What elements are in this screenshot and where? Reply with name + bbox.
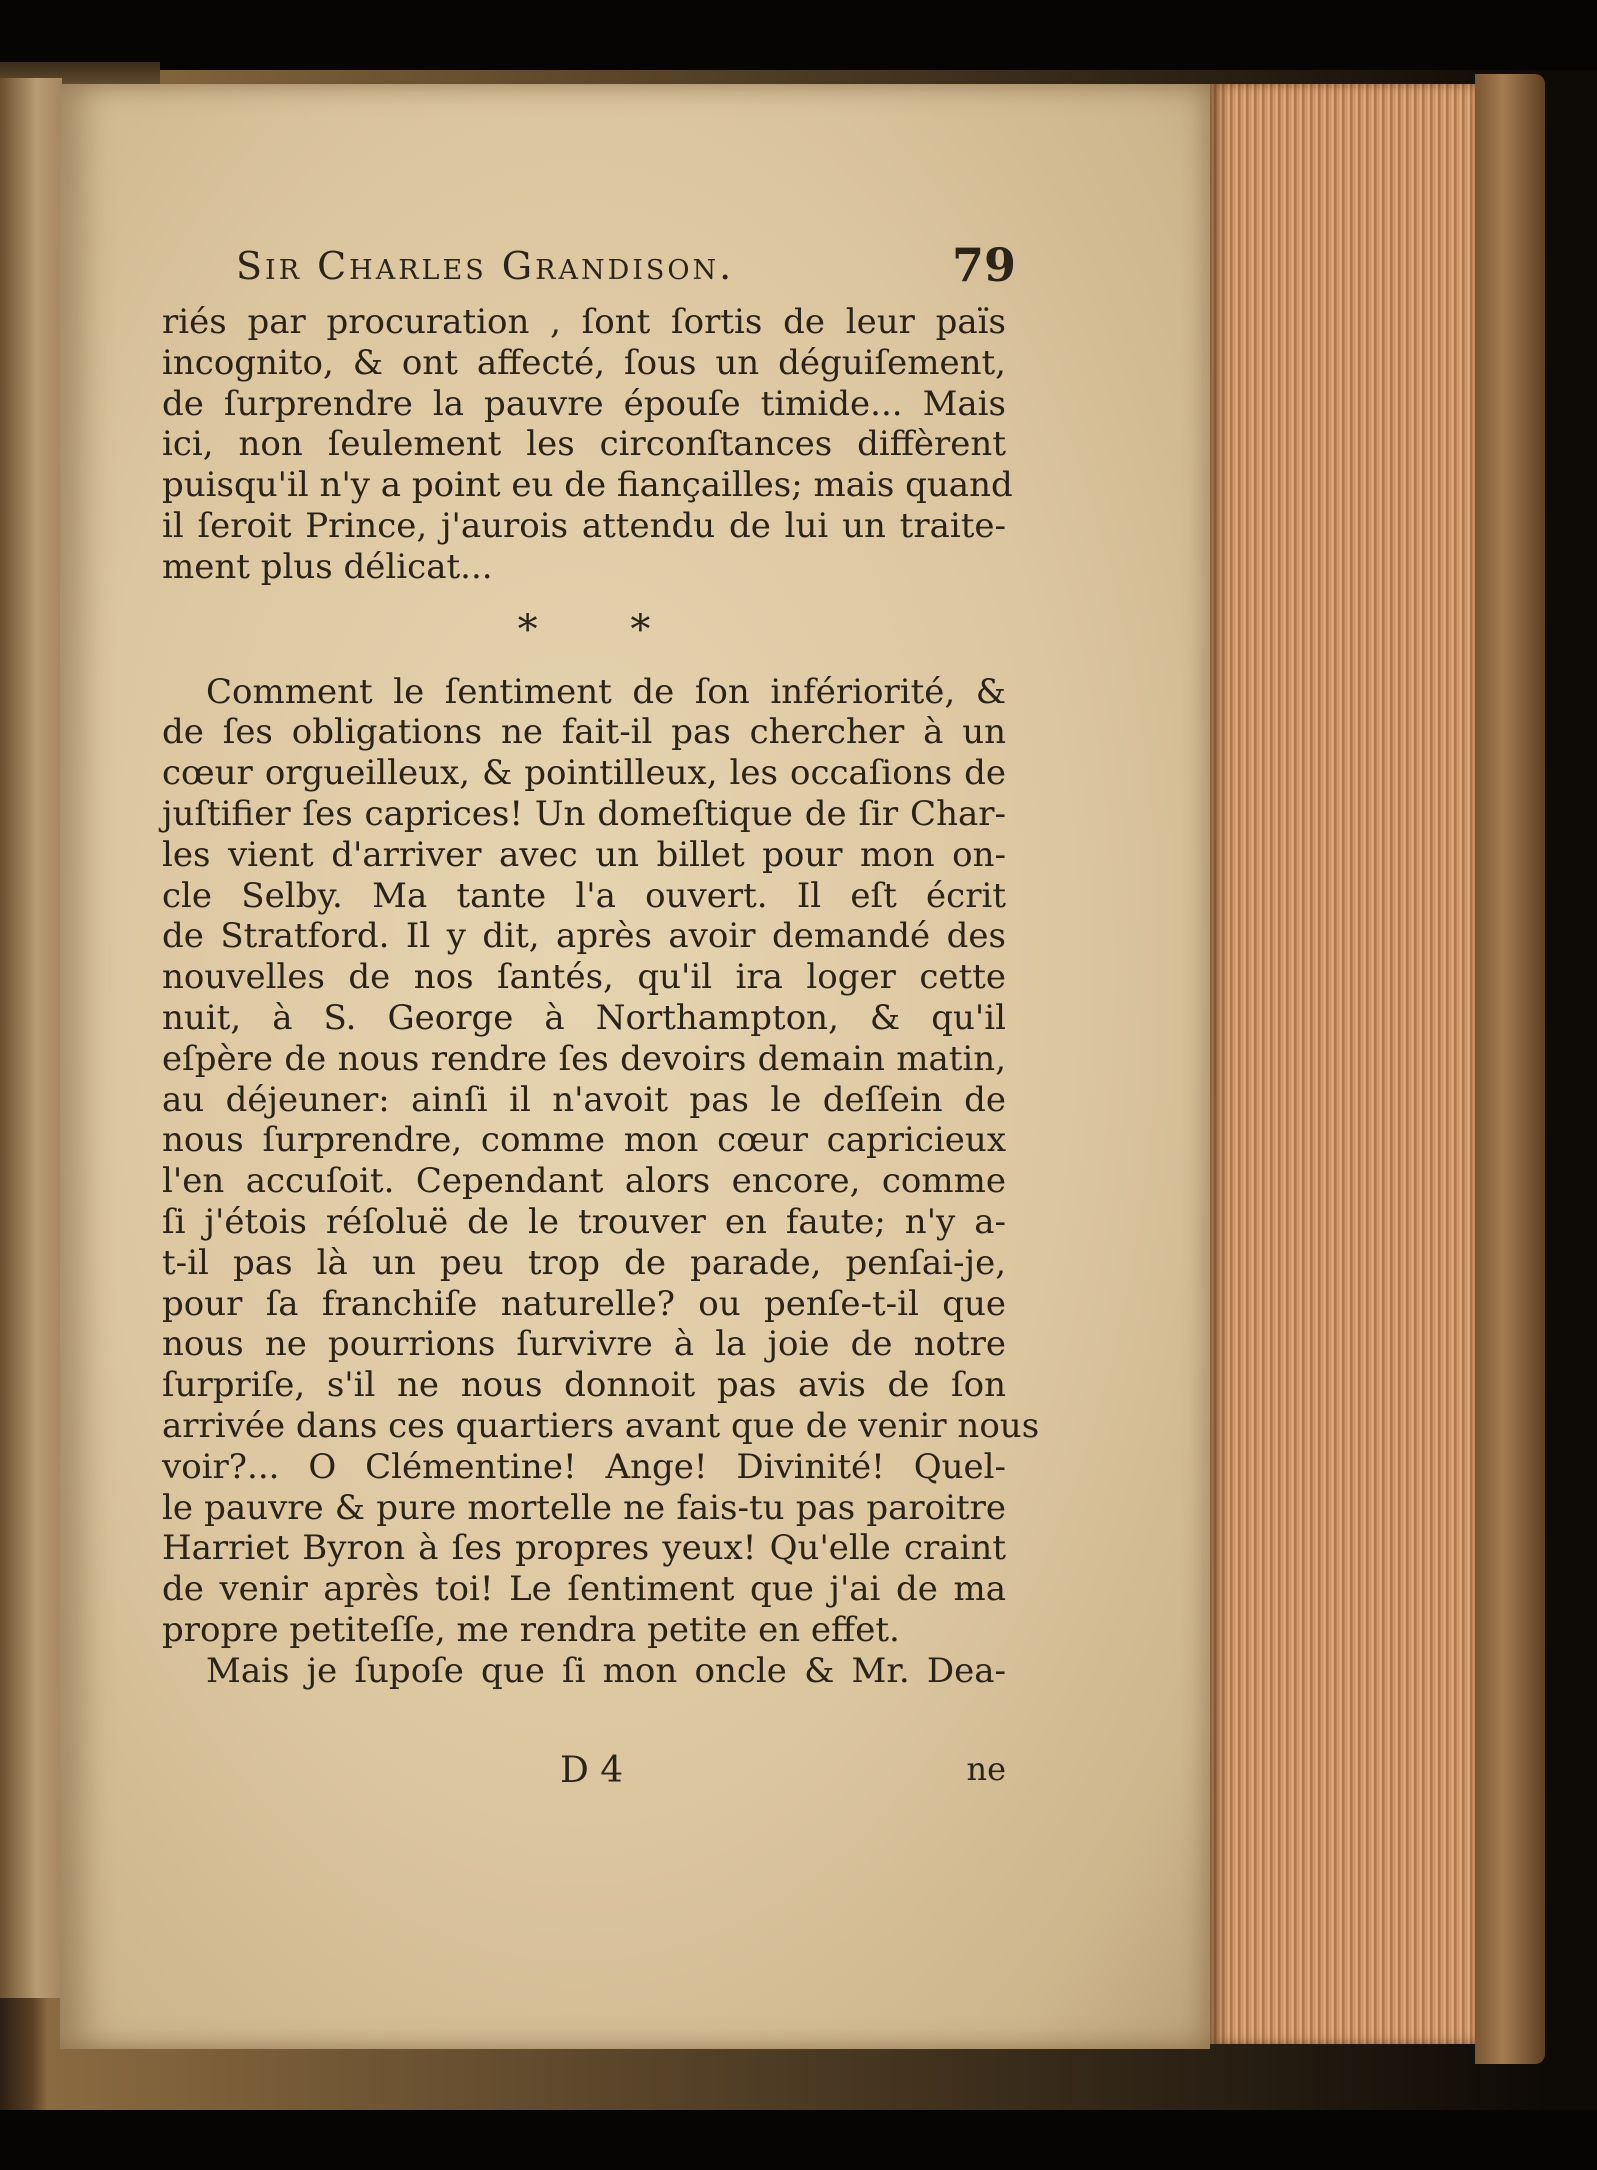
back-cover [1475, 74, 1545, 2064]
text-line: ici, non ſeulement les circonſtances diffèrent [162, 424, 1006, 465]
text-line: Comment le ſentiment de ſon infériorité, & [206, 671, 1006, 712]
text-line: au déjeuner: ainſi il n'avoit pas le deſſein de [162, 1079, 1006, 1120]
text-line: Harriet Byron à ſes propres yeux! Qu'elle craint [162, 1528, 1006, 1569]
text-line: pour ſa franchiſe naturelle? ou penſe-t-il que [162, 1283, 1006, 1324]
left-page-edge [0, 78, 62, 1998]
text-line: arrivée dans ces quartiers avant que de venir nous [162, 1405, 1040, 1446]
section-break: * * [517, 606, 691, 653]
text-line: puisqu'il n'y a point eu de fiançailles; mais quand [162, 465, 1013, 506]
text-line: voir?... O Clémentine! Ange! Divinité! Quel- [162, 1446, 1006, 1487]
text-line: cle Selby. Ma tante l'a ouvert. Il eſt écrit [162, 875, 1006, 916]
text-line: nuit, à S. George à Northampton, & qu'il [162, 997, 1006, 1038]
text-line: t-il pas là un peu trop de parade, penſai-je, [162, 1242, 1006, 1283]
text-line: l'en accuſoit. Cependant alors encore, comme [162, 1161, 1006, 1202]
page-header [236, 238, 1016, 300]
text-line: le pauvre & pure mortelle ne fais-tu pas paroitre [162, 1487, 1006, 1528]
text-line: de venir après toi! Le ſentiment que j'ai de ma [162, 1569, 1006, 1610]
paragraph-3 [162, 1651, 1006, 1692]
running-title: Sir Charles Grandison. [236, 244, 735, 288]
text-line: riés par procuration , ſont ſortis de leur païs [162, 302, 1006, 342]
text-line: ſurpriſe, s'il ne nous donnoit pas avis de ſon [162, 1365, 1006, 1406]
text-line: cœur orgueilleux, & pointilleux, les occaſions de [162, 753, 1006, 794]
text-line: eſpère de nous rendre ſes devoirs demain matin, [162, 1038, 1006, 1079]
text-line: il ſeroit Prince, j'aurois attendu de lui un traite- [162, 505, 1006, 546]
text-line: de ſes obligations ne fait-il pas chercher à un [162, 712, 1006, 753]
text-line: ſi j'étois réſoluë de le trouver en faute; n'y a- [162, 1201, 1006, 1242]
page-footer [160, 1750, 1006, 1800]
text-line: nous ſurprendre, comme mon cœur capricieux [162, 1120, 1006, 1161]
text-line: nouvelles de nos ſantés, qu'il ira loger cette [162, 957, 1006, 998]
text-line: les vient d'arriver avec un billet pour mon on- [162, 834, 1006, 875]
page-edges [1210, 84, 1475, 2044]
text-line: nous ne pourrions ſurvivre à la joie de notre [162, 1324, 1006, 1365]
page-number: 79 [951, 238, 1016, 292]
paragraph-2 [162, 671, 1040, 1651]
text-line: Mais je ſupoſe que ſi mon oncle & Mr. Dea- [206, 1650, 1006, 1691]
text-line: ment plus délicat... [162, 546, 493, 587]
text-line: juſtifier ſes caprices! Un domeſtique de ſir Char- [162, 793, 1006, 834]
text-line: incognito, & ont affecté, ſous un déguiſement, [162, 342, 1006, 383]
catchword: ne [966, 1750, 1006, 1788]
body-text [162, 302, 1040, 1692]
paragraph-1 [162, 302, 1013, 588]
text-line: propre petiteſſe, me rendra petite en effet. [162, 1609, 900, 1650]
text-line: de Stratford. Il y dit, après avoir demandé des [162, 916, 1006, 957]
signature-mark: D 4 [560, 1750, 624, 1791]
text-line: de ſurprendre la pauvre épouſe timide... Mais [162, 383, 1006, 424]
